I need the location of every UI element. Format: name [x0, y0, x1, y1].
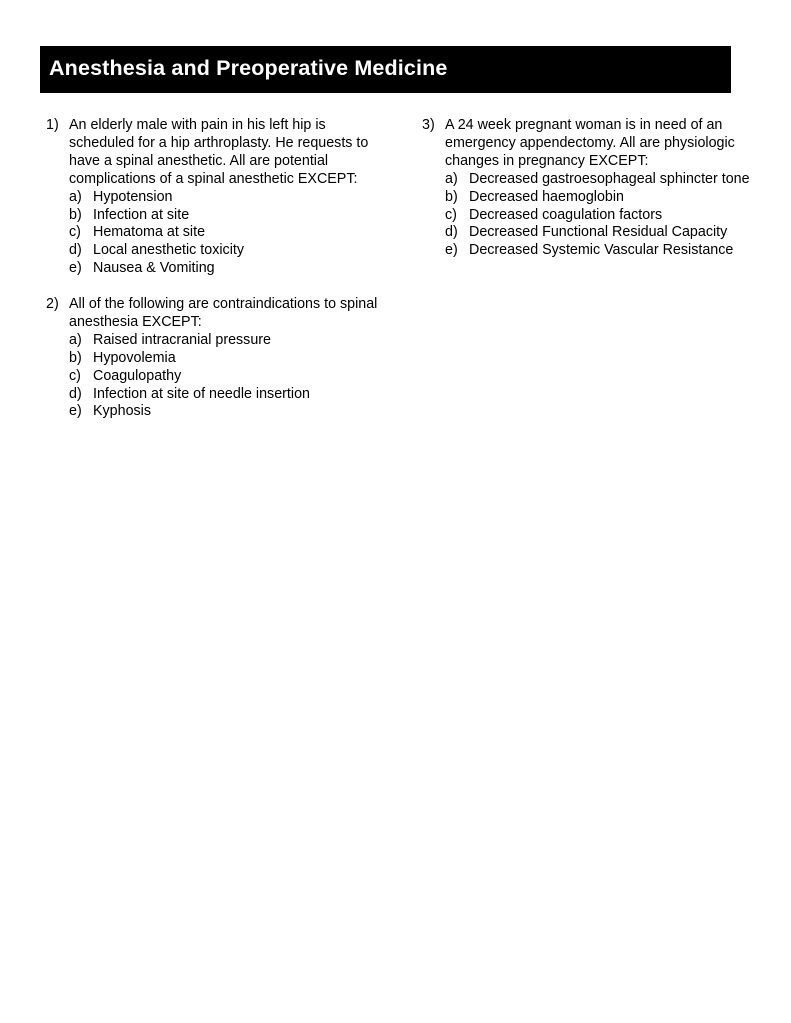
- question-1: [46, 117, 391, 278]
- question-2: [46, 296, 391, 421]
- option-text: Decreased Functional Residual Capacity: [469, 224, 728, 241]
- page-title: Anesthesia and Preoperative Medicine: [49, 56, 448, 80]
- option-text: Coagulopathy: [93, 367, 182, 384]
- question-body: [445, 117, 762, 260]
- option-letter: e): [445, 242, 458, 259]
- question-number: 3): [422, 117, 435, 133]
- option-letter: b): [445, 188, 458, 205]
- option-text: Infection at site: [93, 206, 190, 223]
- option-text: Raised intracranial pressure: [93, 331, 271, 348]
- left-column: [46, 117, 391, 439]
- answer-option-d: [69, 242, 391, 260]
- option-letter: c): [69, 367, 81, 384]
- option-text: Decreased Systemic Vascular Resistance: [469, 242, 734, 259]
- option-text: Decreased gastroesophageal sphincter tone: [469, 170, 750, 187]
- answer-options: [445, 171, 762, 261]
- answer-option-d: [445, 224, 762, 242]
- option-letter: c): [69, 224, 81, 241]
- answer-options: [69, 332, 391, 422]
- question-stem: An elderly male with pain in his left hip is scheduled for a hip arthroplasty. He requests to have a spinal anesthetic. All are potential complications of a spinal anesthetic EXCEPT:: [69, 117, 369, 187]
- option-letter: a): [69, 188, 82, 205]
- question-number: 1): [46, 117, 59, 133]
- answer-option-e: [69, 403, 391, 421]
- answer-option-b: [445, 189, 762, 207]
- option-text: Infection at site of needle insertion: [93, 385, 310, 402]
- question-body: [69, 117, 391, 278]
- question-3: [422, 117, 762, 260]
- option-letter: c): [445, 206, 457, 223]
- option-letter: e): [69, 260, 82, 277]
- option-text: Local anesthetic toxicity: [93, 242, 244, 259]
- answer-option-c: [445, 207, 762, 225]
- answer-option-d: [69, 386, 391, 404]
- answer-option-c: [69, 224, 391, 242]
- option-letter: d): [69, 242, 82, 259]
- answer-option-b: [69, 350, 391, 368]
- option-text: Nausea & Vomiting: [93, 260, 215, 277]
- answer-option-a: [69, 189, 391, 207]
- option-text: Decreased haemoglobin: [469, 188, 624, 205]
- option-letter: a): [445, 170, 458, 187]
- answer-options: [69, 189, 391, 279]
- answer-option-a: [445, 171, 762, 189]
- option-letter: b): [69, 206, 82, 223]
- option-text: Hypotension: [93, 188, 173, 205]
- title-banner: [40, 46, 731, 93]
- answer-option-e: [69, 260, 391, 278]
- option-letter: d): [69, 385, 82, 402]
- option-text: Hematoma at site: [93, 224, 206, 241]
- question-stem: All of the following are contraindications to spinal anesthesia EXCEPT:: [69, 296, 378, 330]
- option-letter: d): [445, 224, 458, 241]
- answer-option-c: [69, 368, 391, 386]
- option-text: Decreased coagulation factors: [469, 206, 663, 223]
- question-stem: A 24 week pregnant woman is in need of an emergency appendectomy. All are physiologic changes in pregnancy EXCEPT:: [445, 117, 735, 169]
- answer-option-a: [69, 332, 391, 350]
- question-body: [69, 296, 391, 421]
- option-text: Hypovolemia: [93, 349, 176, 366]
- option-letter: a): [69, 331, 82, 348]
- right-column: [422, 117, 762, 278]
- answer-option-b: [69, 207, 391, 225]
- question-number: 2): [46, 296, 59, 313]
- option-letter: b): [69, 349, 82, 366]
- option-text: Kyphosis: [93, 403, 152, 420]
- answer-option-e: [445, 242, 762, 260]
- option-letter: e): [69, 403, 82, 420]
